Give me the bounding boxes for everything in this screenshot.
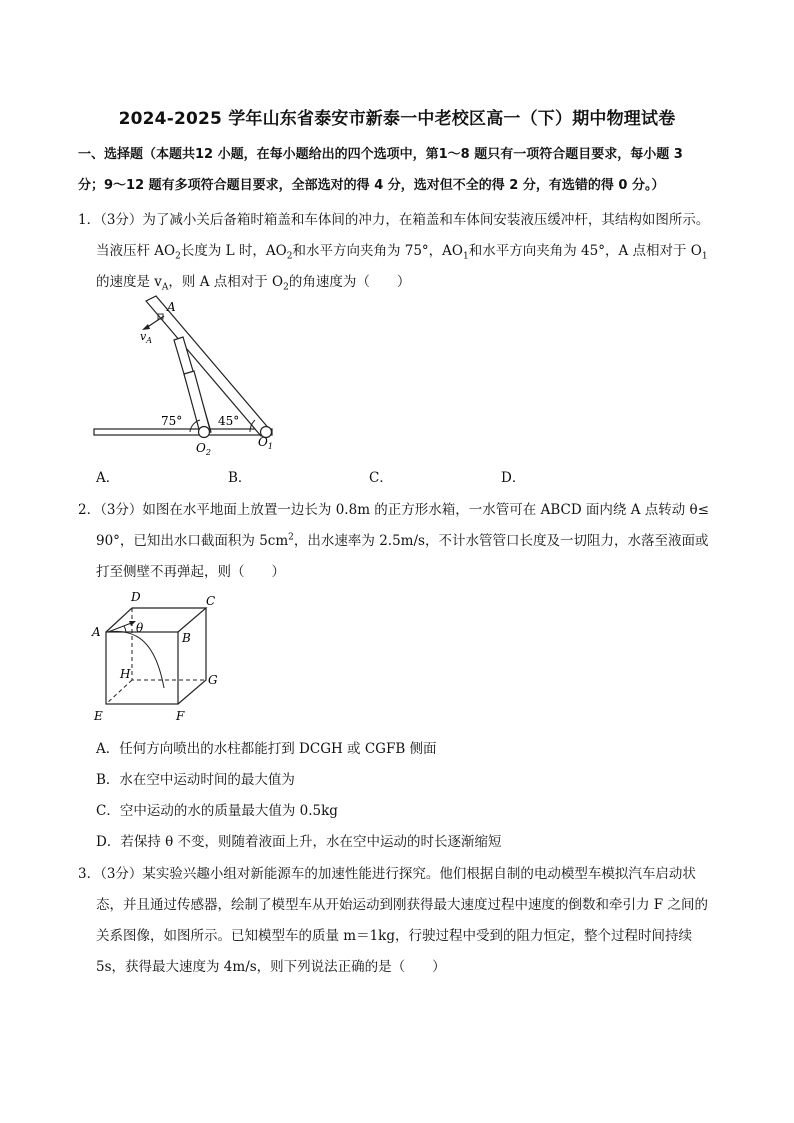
q1-label-O2: $O_2$ [196,441,211,457]
q2-stem-line1: 2．（3分）如图在水平地面上放置一边长为 0.8m 的正方形水箱，一水管可在 ABCD 面内绕 A 点转动 θ≤ [78,502,709,518]
q2-option-d[interactable]: D．若保持 θ 不变，则随着液面上升，水在空中运动的时长逐渐缩短 [96,834,502,850]
q3-stem-line2: 态，并且通过传感器，绘制了模型车从开始运动到刚获得最大速度过程中速度的倒数和牵引力 F 之间的 [96,897,708,913]
q1-hydraulic-rod-figure [90,292,280,458]
q1-label-vA: $v_A$ [140,330,152,345]
q1-option-a[interactable]: A． [96,470,120,486]
q2-label-H: H [120,667,131,681]
section-instructions-line1: 一、选择题（本题共12 小题，在每小题给出的四个选项中，第1～8 题只有一项符合题目要求，每小题 3 [78,147,683,162]
q2-label-G: G [208,673,218,687]
q2-stem-line2: 90°，已知出水口截面积为 $5cm^2$，出水速率为 2.5m/s，不计水管管口长度及一切阻力，水落至液面或 [96,532,709,549]
q1-label-O1: $O_1$ [258,435,273,451]
q2-water-tank-cube-figure [90,588,230,724]
q1-option-b[interactable]: B． [228,470,252,486]
q1-stem-line3: 的速度是 $v_A$，则 A 点相对于 $O_2$的角速度为（ ） [96,274,411,293]
q3-stem-line3: 关系图像，如图所示。已知模型车的质量 m＝1kg，行驶过程中受到的阻力恒定，整个过程时间持续 [96,928,693,944]
q2-option-a[interactable]: A．任何方向喷出的水柱都能打到 DCGH 或 CGFB 侧面 [96,741,437,757]
q3-stem-line1: 3．（3分）某实验兴趣小组对新能源车的加速性能进行探究。他们根据自制的电动模型车模拟汽车启动状 [78,866,696,882]
q2-label-F: F [176,709,185,723]
q2-stem-line3: 打至侧壁不再弹起，则（ ） [96,564,285,580]
q1-label-75: 75° [161,414,183,428]
q2-label-B: B [182,631,191,645]
q2-label-C: C [206,594,216,608]
q2-label-A: A [92,625,101,639]
q1-label-45: 45° [218,414,240,428]
q1-option-c[interactable]: C． [369,470,393,486]
q2-option-b[interactable]: B．水在空中运动时间的最大值为 [96,772,295,788]
q2-label-D: D [131,590,141,604]
q2-label-E: E [94,709,103,723]
q1-option-d[interactable]: D． [501,470,526,486]
q2-option-c[interactable]: C．空中运动的水的质量最大值为 0.5kg [96,803,338,819]
q3-stem-line4: 5s，获得最大速度为 4m/s，则下列说法正确的是（ ） [96,959,446,975]
section-instructions-line2: 分；9～12 题有多项符合题目要求，全部选对的得 4 分，选对但不全的得 2 分，有选错的得 0 分。） [78,178,665,193]
page-title: 2024-2025 学年山东省泰安市新泰一中老校区高一（下）期中物理试卷 [118,109,676,129]
q1-label-A: A [167,300,176,314]
q1-stem-line2: 当液压杆 $AO_2$长度为 L 时，$AO_2$和水平方向夹角为 75°，$AO_1$和水平方向夹角为 45°，A 点相对于 $O_1$ [96,243,708,262]
q1-stem-line1: 1．（3分）为了减小关后备箱时箱盖和车体间的冲力，在箱盖和车体间安装液压缓冲杆，其结构如图所示。 [78,212,710,228]
q2-label-theta: θ [136,621,144,635]
